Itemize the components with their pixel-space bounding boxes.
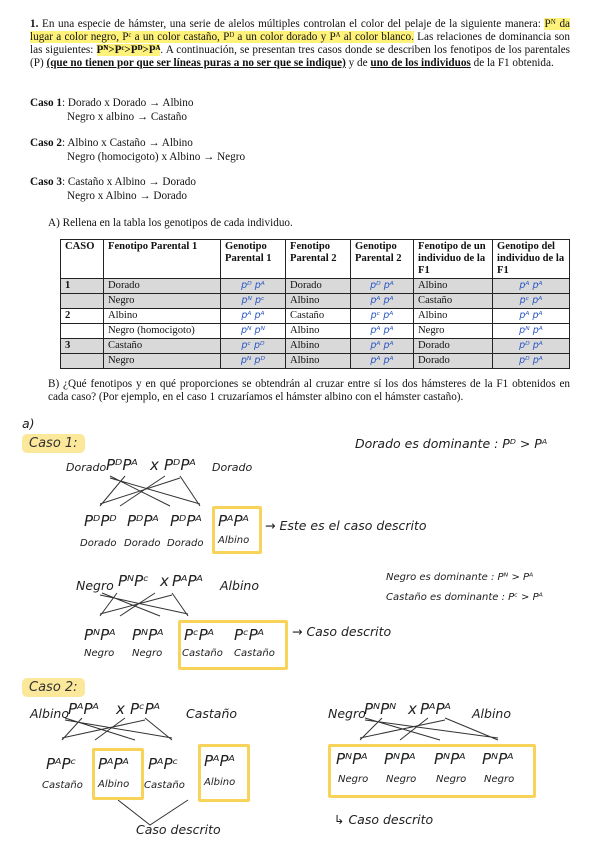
c1b-off-2: PᴺPᴬ (132, 626, 164, 644)
cell-fp1: Negro (104, 354, 221, 369)
c2b-bottom-note: ↳ Caso descrito (334, 812, 434, 827)
cell-fp2: Albino (286, 324, 351, 339)
c2b-off-4-label: Negro (484, 774, 515, 785)
cell-gp2: pᴬ pᴬ (351, 324, 414, 339)
note-caso2-label: Caso 2: (22, 678, 85, 697)
c2-off-1: PᴬPᶜ (46, 755, 77, 773)
cell-ff1: Albino (414, 279, 493, 294)
case-2-line-2: Negro (homocigoto) x Albino → Negro (67, 151, 246, 163)
header-gf1: Genotipo del individuo de la F1 (493, 240, 570, 279)
c1-x: x (150, 456, 159, 474)
cell-gp2: pᴬ pᴬ (351, 339, 414, 354)
c1b-arrow-note: → Caso descrito (292, 624, 392, 639)
c2-p2-label: Castaño (186, 706, 238, 721)
header-gp1: Genotipo Parental 1 (221, 240, 286, 279)
c2-off-3-label: Castaño (144, 780, 185, 791)
case-3-line-1: Castaño x Albino → Dorado (67, 176, 196, 188)
c1b-p1-label: Negro (76, 578, 114, 593)
c2-off-1-label: Castaño (42, 780, 83, 791)
case-2: Caso 2: Albino x Castaño → Albino (30, 137, 193, 149)
part-a: A) Rellena en la tabla los genotipos de cada individuo. (48, 217, 293, 229)
c2-off-4-label: Albino (204, 777, 236, 788)
c2b-off-2-label: Negro (386, 774, 417, 785)
c1-off-2: PᴰPᴬ (127, 512, 159, 530)
c2-p2: PᶜPᴬ (130, 700, 161, 718)
c1b-p2-label: Albino (220, 578, 260, 593)
question-number: 1. (30, 18, 39, 30)
cell-fp1: Dorado (104, 279, 221, 294)
c1b-negro-dominance: Negro es dominante : Pᴺ > Pᴬ (386, 572, 534, 583)
c2-x: x (116, 700, 125, 718)
case-3-line-2: Negro x Albino → Dorado (67, 190, 187, 202)
dominance-lead: Las relaciones de dominancia son las siguientes: (30, 31, 570, 56)
c1-off-2-label: Dorado (124, 538, 161, 549)
cell-fp2: Albino (286, 339, 351, 354)
cell-fp1: Albino (104, 309, 221, 324)
header-gp2: Genotipo Parental 2 (351, 240, 414, 279)
cell-ff1: Albino (414, 309, 493, 324)
cell-fp1: Negro (homocigoto) (104, 324, 221, 339)
note-a-label: a) (22, 416, 35, 431)
case-3: Caso 3: Castaño x Albino → Dorado (30, 176, 196, 188)
cell-gf1: pᶜ pᴬ (493, 294, 570, 309)
c1b-off-2-label: Negro (132, 648, 163, 659)
c1-off-4: PᴬPᴬ (218, 512, 250, 530)
case-1-line-2: Negro x albino → Castaño (67, 111, 187, 123)
cell-fp2: Castaño (286, 309, 351, 324)
header-fp1: Fenotipo Parental 1 (104, 240, 221, 279)
c1-off-1: PᴰPᴰ (84, 512, 117, 530)
c1-off-3: PᴰPᴬ (170, 512, 202, 530)
cell-gp1: pᴺ pᶜ (221, 294, 286, 309)
header-ff1: Fenotipo de un individuo de la F1 (414, 240, 493, 279)
c1-arrow-note: → Este es el caso descrito (265, 518, 427, 533)
c2b-off-3: PᴺPᴬ (434, 750, 466, 768)
cell-caso: 2 (61, 309, 104, 324)
c2b-off-3-label: Negro (436, 774, 467, 785)
individuals: uno de los individuos (370, 57, 471, 69)
cell-ff1: Castaño (414, 294, 493, 309)
of-f1: de la F1 obtenida. (473, 57, 554, 69)
and-of: y de (348, 57, 368, 69)
case-1: Caso 1: Dorado x Dorado → Albino (30, 97, 194, 109)
cell-caso: 3 (61, 339, 104, 354)
part-b: B) ¿Qué fenotipos y en qué proporciones se obtendrán al cruzar entre sí los dos hámsteres de la F1 obtenidos en cada caso? (Por ejemplo, en el caso 1 cruzaríamos el hámster albino con el hámster castaño). (48, 378, 570, 403)
note-caso1-label: Caso 1: (22, 434, 85, 453)
cell-fp1: Negro (104, 294, 221, 309)
cell-gp2: pᴰ pᴬ (351, 279, 414, 294)
c1b-castano-dominance: Castaño es dominante : Pᶜ > Pᴬ (386, 592, 543, 603)
cell-gp1: pᴺ pᴺ (221, 324, 286, 339)
c2-bottom-note: Caso descrito (136, 822, 221, 837)
header-caso: CASO (61, 240, 104, 279)
cell-fp2: Albino (286, 354, 351, 369)
c2b-p1-label: Negro (328, 706, 366, 721)
c2b-off-4: PᴺPᴬ (482, 750, 514, 768)
case-2-label: Caso 2 (30, 137, 63, 149)
c1b-p1: PᴺPᶜ (118, 572, 149, 590)
c2b-p2-label: Albino (472, 706, 512, 721)
cell-caso: 1 (61, 279, 104, 294)
c1b-x: x (160, 572, 169, 590)
cell-gf1: pᴺ pᴬ (493, 324, 570, 339)
c1-off-3-label: Dorado (167, 538, 204, 549)
c2-off-4: PᴬPᴬ (204, 752, 236, 770)
c1b-off-3-label: Castaño (182, 648, 223, 659)
cell-fp2: Dorado (286, 279, 351, 294)
cell-gf1: pᴬ pᴬ (493, 309, 570, 324)
c2b-off-2: PᴺPᴬ (384, 750, 416, 768)
c2-off-2-label: Albino (98, 779, 130, 790)
alleles-highlight: Pᴺ da lugar a color negro, Pᶜ a un color castaño, Pᴰ a un color dorado y Pᴬ al color blanco. (30, 18, 571, 43)
cell-fp1: Castaño (104, 339, 221, 354)
c1b-p2: PᴬPᴬ (172, 572, 204, 590)
c1b-off-4: PᶜPᴬ (234, 626, 265, 644)
cell-ff1: Dorado (414, 354, 493, 369)
c2b-x: x (408, 700, 417, 718)
cell-fp2: Albino (286, 294, 351, 309)
cell-gp1: pᴬ pᴬ (221, 309, 286, 324)
c1-p2: PᴰPᴬ (164, 456, 196, 474)
bold-note: (que no tienen por que ser líneas puras a no ser que se indique) (46, 57, 346, 69)
cell-gf1: pᴰ pᴬ (493, 354, 570, 369)
cell-gp1: pᴰ pᴬ (221, 279, 286, 294)
cell-gp2: pᴬ pᴬ (351, 354, 414, 369)
cell-gp2: pᶜ pᴬ (351, 309, 414, 324)
c2b-off-1-label: Negro (338, 774, 369, 785)
c2-off-2: PᴬPᴬ (98, 755, 130, 773)
c1-p1: PᴰPᴬ (106, 456, 138, 474)
cell-gf1: pᴰ pᴬ (493, 339, 570, 354)
c1b-off-1-label: Negro (84, 648, 115, 659)
header-fp2: Fenotipo Parental 2 (286, 240, 351, 279)
c1b-off-3: PᶜPᴬ (184, 626, 215, 644)
c1-p2-label: Dorado (212, 461, 253, 474)
c2-p1-label: Albino (30, 706, 70, 721)
c2-p1: PᴬPᴬ (68, 700, 100, 718)
cell-gf1: pᴬ pᴬ (493, 279, 570, 294)
case-2-line-1: Albino x Castaño → Albino (67, 137, 193, 149)
cell-gp1: pᴺ pᴰ (221, 354, 286, 369)
c1-p1-label: Dorado (66, 461, 107, 474)
c1-off-4-label: Albino (218, 535, 250, 546)
c1-off-1-label: Dorado (80, 538, 117, 549)
cell-gp2: pᴬ pᴬ (351, 294, 414, 309)
continuation: . A continuación, se presentan tres casos donde se describen los fenotipos de los parentales (P) (30, 44, 571, 69)
case-3-label: Caso 3 (30, 176, 63, 188)
c2-off-3: PᴬPᶜ (148, 755, 179, 773)
question-intro: En una especie de hámster, una serie de alelos múltiples controlan el color del pelaje de la siguiente manera: (42, 18, 541, 30)
note-dorado-dominance: Dorado es dominante : Pᴰ > Pᴬ (355, 436, 548, 451)
case-1-line-1: Dorado x Dorado → Albino (67, 97, 194, 109)
cell-gp1: pᶜ pᴰ (221, 339, 286, 354)
cell-ff1: Negro (414, 324, 493, 339)
case-1-label: Caso 1 (30, 97, 63, 109)
c2b-p2: PᴬPᴬ (420, 700, 452, 718)
c1b-off-4-label: Castaño (234, 648, 275, 659)
c2b-off-1: PᴺPᴬ (336, 750, 368, 768)
dominance-order: Pᴺ>Pᶜ>Pᴰ>Pᴬ (96, 44, 161, 56)
c1b-off-1: PᴺPᴬ (84, 626, 116, 644)
c2b-p1: PᴺPᴺ (364, 700, 397, 718)
cell-ff1: Dorado (414, 339, 493, 354)
